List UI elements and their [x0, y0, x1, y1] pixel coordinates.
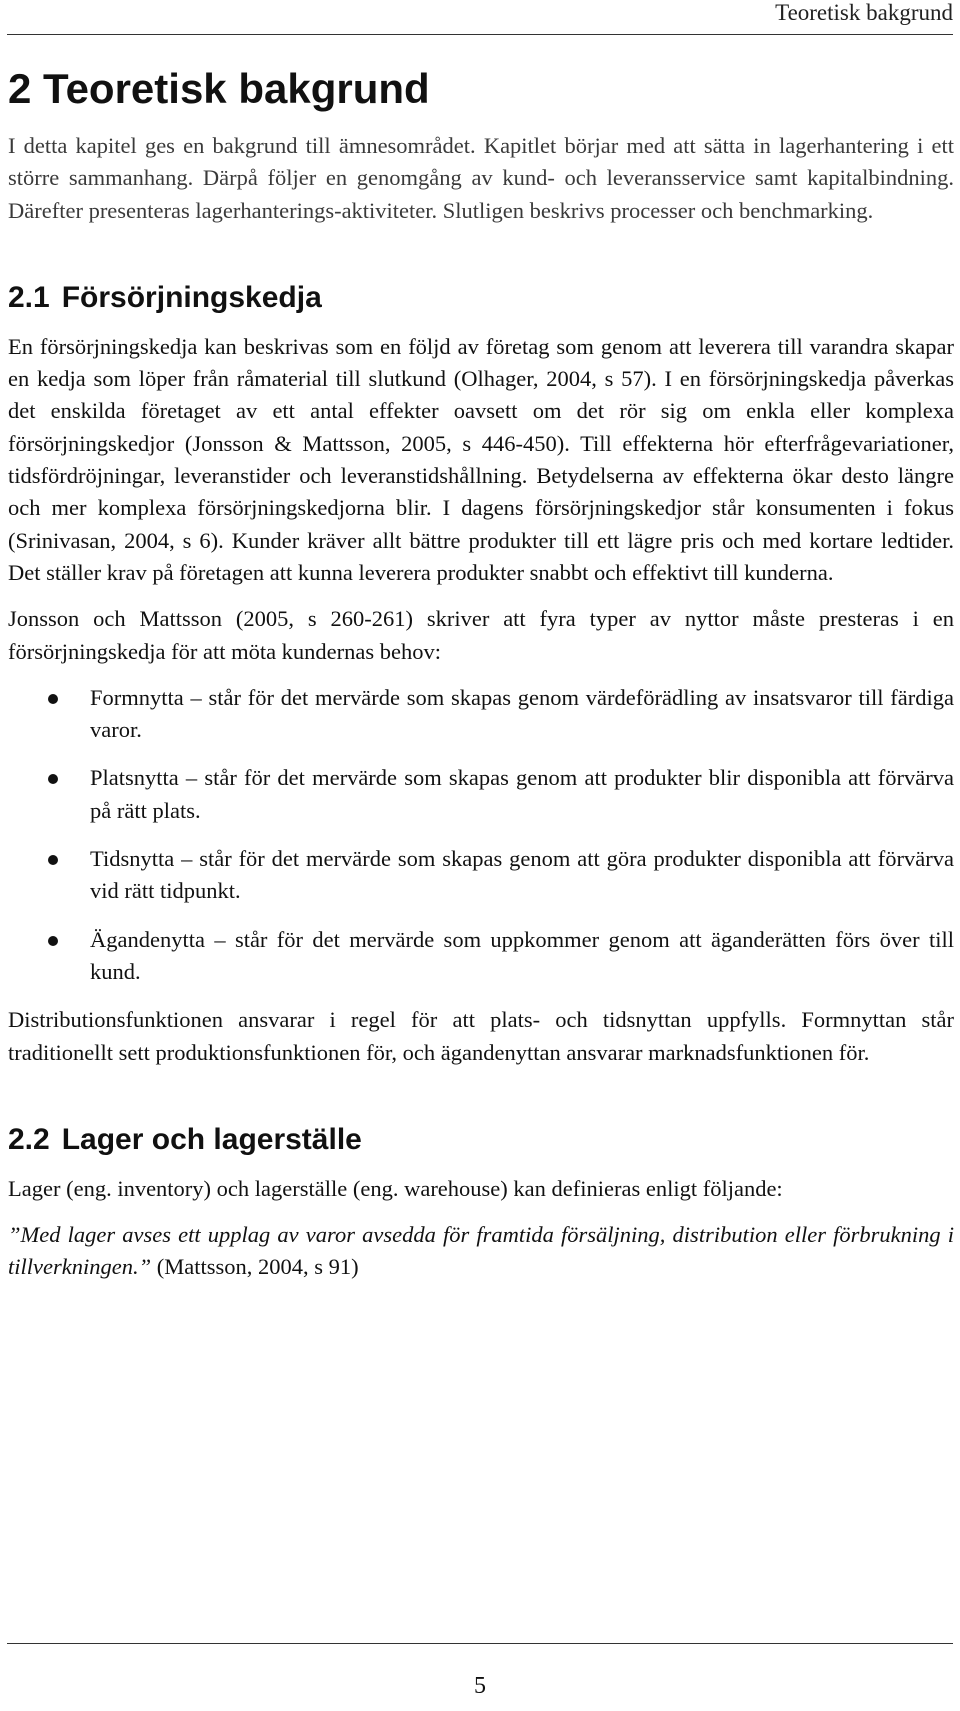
- section-number: 2.2: [8, 1122, 50, 1156]
- list-item: [8, 924, 954, 989]
- bullet-icon: [48, 936, 58, 946]
- quote-citation: (Mattsson, 2004, s 91): [151, 1254, 359, 1280]
- list-item-text: Tidsnytta – står för det mervärde som skapas genom att göra produkter disponibla att förvärva vid rätt tidpunkt.: [90, 846, 954, 904]
- chapter-title: Teoretisk bakgrund: [43, 65, 430, 112]
- running-header: Teoretisk bakgrund: [775, 0, 953, 25]
- utilities-intro-paragraph: Jonsson och Mattsson (2005, s 260-261) skriver att fyra typer av nyttor måste presteras i en försörjningskedja för att möta kundernas behov:: [8, 606, 954, 664]
- bullet-icon: [48, 774, 58, 784]
- list-item-text: Formnytta – står för det mervärde som skapas genom värdeförädling av insatsvaror till färdiga varor.: [90, 684, 954, 743]
- utilities-bullet-list: [8, 682, 954, 988]
- page-number: 5: [474, 1673, 486, 1699]
- section-number: 2.1: [8, 280, 50, 314]
- bullet-icon: [48, 855, 58, 865]
- footer-divider: [7, 1643, 953, 1644]
- bullet-icon: [48, 694, 58, 704]
- list-item-text: Ägandenytta – står för det mervärde som uppkommer genom att äganderätten förs över till kund.: [90, 926, 954, 984]
- header-divider: [7, 34, 953, 35]
- page-content: [8, 64, 954, 1284]
- section-title: Lager och lagerställe: [61, 1122, 362, 1156]
- quote-text: ”Med lager avses ett upplag av varor avsedda för framtida försäljning, distribution eller förbrukning i tillverkningen.”: [8, 1222, 954, 1280]
- definition-quote: [8, 1219, 954, 1284]
- chapter-heading: [8, 64, 954, 114]
- section-heading-2-1: [8, 279, 954, 317]
- chapter-intro-paragraph: I detta kapitel ges en bakgrund till ämnesområdet. Kapitlet börjar med att sätta in lagerhantering i ett större sammanhang. Därpå följer en genomgång av kund- och leveransservice samt kapitalbindning. Därefter presenteras lagerhanterings-aktiviteter. Slutligen beskrivs processer och benchmarking.: [8, 133, 954, 223]
- section-heading-2-2: [8, 1121, 954, 1159]
- distribution-paragraph: Distributionsfunktionen ansvarar i regel för att plats- och tidsnyttan uppfylls. Formnyttan står traditionellt sett produktionsfunktionen för, och ägandenyttan ansvarar marknadsfunktionen för.: [8, 1007, 954, 1065]
- chapter-number: 2: [8, 65, 32, 112]
- definition-intro-paragraph: Lager (eng. inventory) och lagerställe (eng. warehouse) kan definieras enligt följande:: [8, 1175, 783, 1201]
- list-item: [8, 762, 954, 827]
- list-item-text: Platsnytta – står för det mervärde som skapas genom att produkter blir disponibla att förvärva på rätt plats.: [90, 765, 954, 823]
- list-item: [8, 843, 954, 908]
- section-title: Försörjningskedja: [61, 280, 322, 314]
- list-item: [8, 682, 954, 747]
- supply-chain-paragraph: En försörjningskedja kan beskrivas som en följd av företag som genom att leverera till varandra skapar en kedja som löper från råmaterial till slutkund (Olhager, 2004, s 57). I en försörjningskedja påverkas det enskilda företaget av ett antal effekter oavsett om det rör sig om enkla eller komplexa försörjningskedjor (Jonsson & Mattsson, 2005, s 446-450). Till effekterna hör efterfrågevariationer, tidsfördröjningar, leveranstider och leveranstidshållning. Betydelserna av effekterna ökar desto längre och mer komplexa försörjningskedjorna blir. I dagens försörjningskedjor står konsumenten i fokus (Srinivasan, 2004, s 6). Kunder kräver allt bättre produkter till ett lägre pris och med kortare ledtider. Det ställer krav på företagen att kunna leverera produkter snabbt och effektivt till kunderna.: [8, 333, 954, 585]
